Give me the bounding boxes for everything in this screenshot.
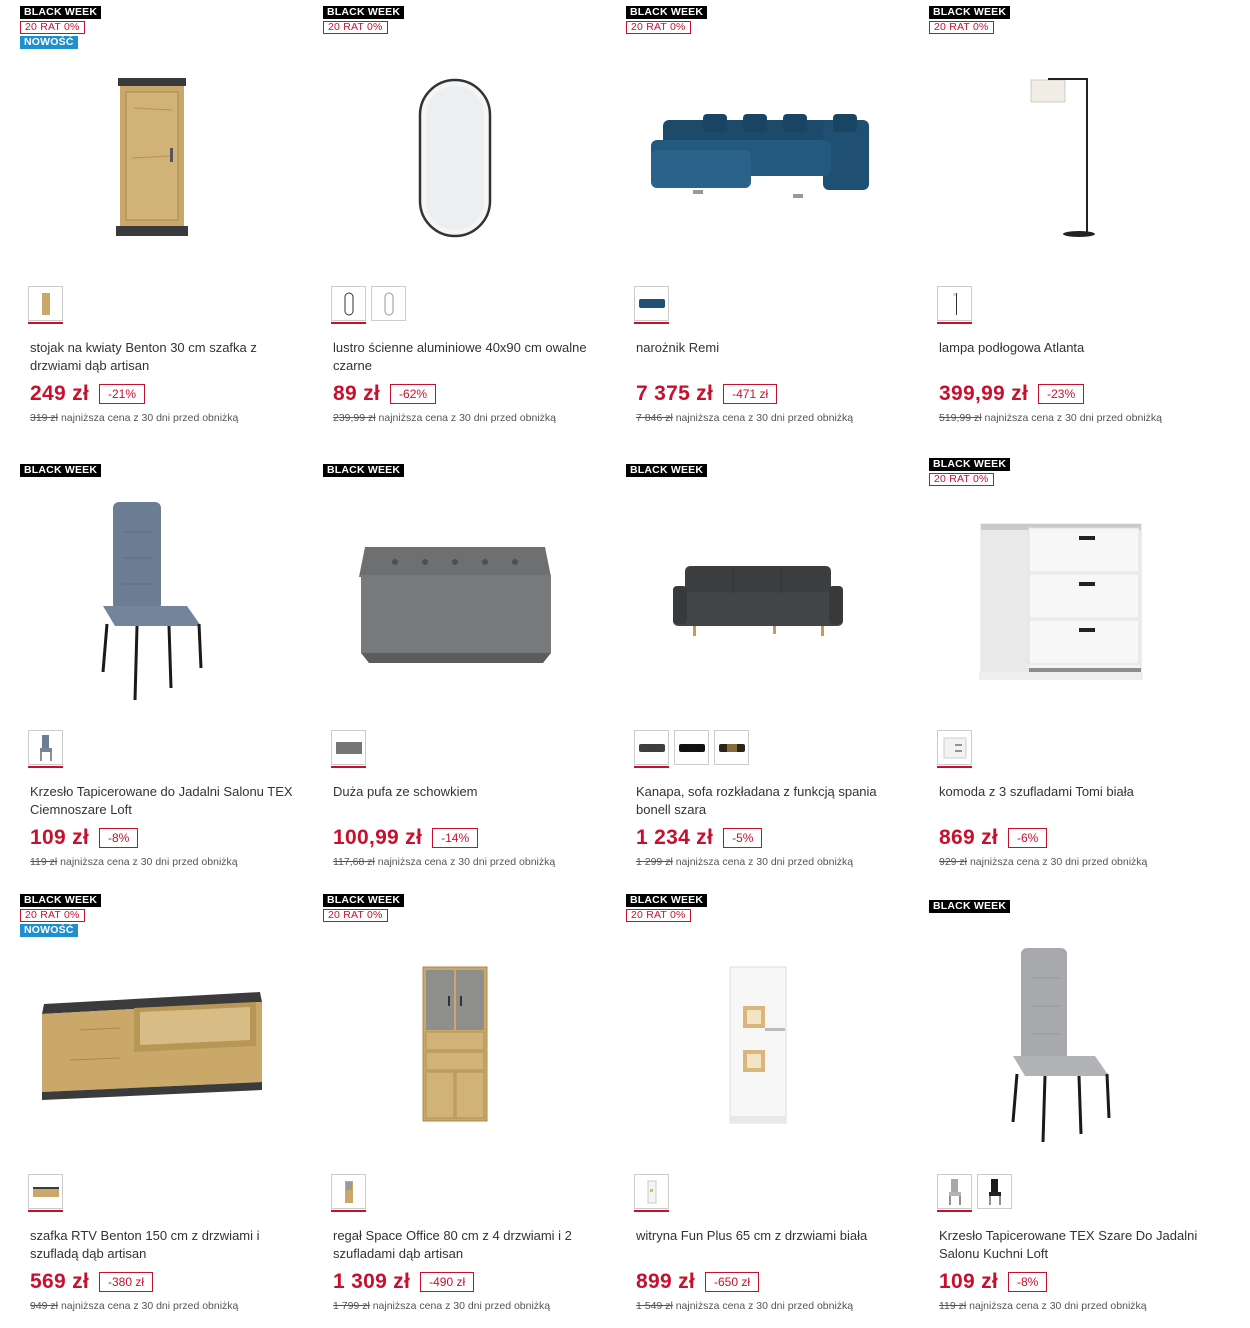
sofa-icon [678, 741, 706, 755]
color-swatch[interactable] [634, 286, 669, 321]
black-week-badge: BLACK WEEK [20, 464, 101, 477]
product-price: 249 zł [30, 382, 90, 405]
lowest-price-note [939, 412, 1162, 424]
product-title[interactable]: witryna Fun Plus 65 cm z drzwiami biała [636, 1228, 868, 1243]
product-price: 89 zł [333, 382, 381, 405]
lowest-price-label: najniższa cena z 30 dni przed obniżką [60, 412, 239, 424]
lowest-price-note [333, 412, 556, 424]
lowest-price-label: najniższa cena z 30 dni przed obniżką [969, 1300, 1147, 1312]
product-price: 399,99 zł [939, 382, 1029, 405]
lowest-price-note [939, 1300, 1147, 1312]
discount-badge: -8% [1008, 1272, 1047, 1292]
old-price: 929 zł [939, 856, 968, 868]
old-price: 1 549 zł [636, 1300, 673, 1312]
badge-group [323, 894, 404, 922]
product-title[interactable]: lustro ścienne aluminiowe 40x90 cm owalne czarne [333, 340, 587, 373]
color-swatches [937, 730, 972, 765]
tv-stand-icon [32, 1186, 60, 1198]
product-price: 1 309 zł [333, 1270, 411, 1293]
product-card[interactable] [909, 888, 1212, 1328]
lowest-price-note [636, 412, 853, 424]
product-card[interactable] [0, 0, 303, 440]
color-swatch[interactable] [634, 1174, 669, 1209]
black-week-badge: BLACK WEEK [929, 6, 1010, 19]
installments-badge: 20 RAT 0% [20, 21, 85, 34]
installments-badge: 20 RAT 0% [323, 909, 388, 922]
product-image[interactable] [303, 50, 606, 265]
color-swatch[interactable] [634, 730, 669, 765]
black-week-badge: BLACK WEEK [20, 894, 101, 907]
lowest-price-label: najniższa cena z 30 dni przed obniżką [372, 1300, 551, 1312]
floor-lamp-icon [950, 292, 960, 316]
badge-group [20, 464, 101, 477]
lowest-price-note [636, 1300, 853, 1312]
product-image[interactable] [909, 938, 1212, 1153]
color-swatch[interactable] [937, 286, 972, 321]
product-card[interactable] [606, 888, 909, 1328]
product-card[interactable] [606, 0, 909, 440]
ottoman-icon [355, 537, 555, 667]
lowest-price-label: najniższa cena z 30 dni przed obniżką [984, 412, 1162, 424]
color-swatches [331, 286, 406, 321]
new-badge: NOWOŚĆ [20, 924, 78, 937]
old-price: 319 zł [30, 412, 59, 424]
product-card[interactable] [303, 888, 606, 1328]
color-swatches [331, 1174, 366, 1209]
black-week-badge: BLACK WEEK [929, 900, 1010, 913]
old-price: 1 799 zł [333, 1300, 370, 1312]
badge-group [929, 458, 1010, 486]
dresser-icon [979, 522, 1143, 682]
installments-badge: 20 RAT 0% [323, 21, 388, 34]
product-card[interactable] [606, 444, 909, 884]
price-row [939, 1270, 1047, 1294]
lowest-price-label: najniższa cena z 30 dni przed obniżką [969, 856, 1148, 868]
price-row [636, 1270, 759, 1294]
discount-badge: -8% [99, 828, 138, 848]
badge-group [20, 894, 101, 937]
product-title[interactable]: Krzesło Tapicerowane do Jadalni Salonu TEX Ciemnoszare Loft [30, 784, 293, 817]
chair-icon [1011, 948, 1111, 1144]
chair-icon [987, 1178, 1003, 1206]
product-price: 899 zł [636, 1270, 696, 1293]
product-price: 109 zł [30, 826, 90, 849]
product-title[interactable]: narożnik Remi [636, 340, 720, 355]
badge-group [626, 6, 707, 34]
oval-mirror-icon [418, 78, 492, 238]
installments-badge: 20 RAT 0% [20, 909, 85, 922]
color-swatch[interactable] [937, 730, 972, 765]
product-title[interactable]: Krzesło Tapicerowane TEX Szare Do Jadalni Salonu Kuchni Loft [939, 1228, 1198, 1261]
discount-badge: -650 zł [705, 1272, 759, 1292]
price-row [30, 1270, 153, 1294]
product-price: 7 375 zł [636, 382, 714, 405]
old-price: 117,68 zł [333, 856, 375, 868]
discount-badge: -471 zł [723, 384, 777, 404]
lowest-price-label: najniższa cena z 30 dni przed obniżką [675, 1300, 854, 1312]
product-price: 109 zł [939, 1270, 999, 1293]
product-price: 100,99 zł [333, 826, 423, 849]
price-row [939, 826, 1047, 850]
price-row [30, 826, 138, 850]
product-card[interactable] [909, 444, 1212, 884]
color-swatches [634, 730, 749, 765]
product-title[interactable]: stojak na kwiaty Benton 30 cm szafka z drzwiami dąb artisan [30, 340, 257, 373]
black-week-badge: BLACK WEEK [626, 894, 707, 907]
oval-mirror-icon [383, 292, 395, 316]
color-swatch[interactable] [28, 286, 63, 321]
installments-badge: 20 RAT 0% [626, 909, 691, 922]
black-week-badge: BLACK WEEK [323, 464, 404, 477]
tv-stand-icon [40, 990, 264, 1102]
discount-badge: -21% [99, 384, 145, 404]
badge-group [323, 6, 404, 34]
display-cabinet-icon [647, 1180, 657, 1204]
product-card[interactable] [303, 0, 606, 440]
product-price: 569 zł [30, 1270, 90, 1293]
color-swatch[interactable] [331, 730, 366, 765]
color-swatch[interactable] [331, 286, 366, 321]
color-swatches [28, 1174, 63, 1209]
old-price: 7 846 zł [636, 412, 673, 424]
product-image[interactable] [303, 494, 606, 709]
old-price: 949 zł [30, 1300, 59, 1312]
product-title[interactable]: lampa podłogowa Atlanta [939, 340, 1085, 355]
product-card[interactable] [909, 0, 1212, 440]
color-swatch[interactable] [28, 730, 63, 765]
product-card[interactable] [303, 444, 606, 884]
sofa-icon [718, 741, 746, 755]
chair-icon [38, 734, 54, 762]
color-swatch[interactable] [674, 730, 709, 765]
dresser-icon [943, 737, 967, 759]
sofa-icon [638, 741, 666, 755]
badge-group [20, 6, 101, 49]
lowest-price-label: najniższa cena z 30 dni przed obniżką [60, 856, 238, 868]
price-row [333, 1270, 474, 1294]
color-swatches [937, 286, 972, 321]
product-title[interactable]: szafka RTV Benton 150 cm z drzwiami i szufladą dąb artisan [30, 1228, 260, 1261]
color-swatches [634, 1174, 669, 1209]
color-swatches [28, 286, 63, 321]
lowest-price-note [636, 856, 853, 868]
product-title[interactable]: Duża pufa ze schowkiem [333, 784, 478, 799]
new-badge: NOWOŚĆ [20, 36, 78, 49]
color-swatch[interactable] [977, 1174, 1012, 1209]
discount-badge: -14% [432, 828, 478, 848]
price-row [636, 826, 762, 850]
color-swatches [937, 1174, 1012, 1209]
product-image[interactable] [0, 938, 303, 1153]
ottoman-icon [335, 740, 363, 756]
sofa-icon [673, 566, 843, 638]
product-image[interactable] [606, 938, 909, 1153]
badge-group [929, 900, 1010, 913]
product-image[interactable] [0, 50, 303, 265]
price-row [333, 382, 436, 406]
lowest-price-note [30, 856, 238, 868]
product-price: 869 zł [939, 826, 999, 849]
bookcase-icon [344, 1180, 354, 1204]
black-week-badge: BLACK WEEK [20, 6, 101, 19]
bookcase-icon [422, 966, 488, 1126]
display-cabinet-icon [729, 966, 787, 1126]
lowest-price-note [939, 856, 1147, 868]
chair-icon [97, 502, 207, 702]
oak-cabinet-icon [41, 292, 51, 316]
product-title[interactable]: komoda z 3 szufladami Tomi biała [939, 784, 1134, 799]
badge-group [626, 894, 707, 922]
discount-badge: -490 zł [420, 1272, 474, 1292]
product-title[interactable]: regał Space Office 80 cm z 4 drzwiami i 2 szufladami dąb artisan [333, 1228, 572, 1261]
color-swatch[interactable] [937, 1174, 972, 1209]
installments-badge: 20 RAT 0% [929, 21, 994, 34]
installments-badge: 20 RAT 0% [626, 21, 691, 34]
color-swatches [28, 730, 63, 765]
discount-badge: -5% [723, 828, 762, 848]
badge-group [323, 464, 404, 477]
product-image[interactable] [0, 494, 303, 709]
old-price: 519,99 zł [939, 412, 982, 424]
color-swatches [634, 286, 669, 321]
product-image[interactable] [606, 50, 909, 265]
lowest-price-label: najniższa cena z 30 dni przed obniżką [675, 412, 854, 424]
black-week-badge: BLACK WEEK [626, 464, 707, 477]
lowest-price-label: najniższa cena z 30 dni przed obniżką [675, 856, 854, 868]
color-swatch[interactable] [371, 286, 406, 321]
old-price: 1 299 zł [636, 856, 673, 868]
discount-badge: -62% [390, 384, 436, 404]
price-row [333, 826, 478, 850]
discount-badge: -23% [1038, 384, 1084, 404]
price-row [30, 382, 145, 406]
price-row [636, 382, 777, 406]
product-card[interactable] [0, 888, 303, 1328]
corner-sofa-icon [643, 110, 873, 205]
black-week-badge: BLACK WEEK [929, 458, 1010, 471]
oak-cabinet-icon [112, 78, 192, 238]
lowest-price-label: najniższa cena z 30 dni przed obniżką [60, 1300, 239, 1312]
product-title[interactable]: Kanapa, sofa rozkładana z funkcją spania bonell szara [636, 784, 877, 817]
product-image[interactable] [303, 938, 606, 1153]
floor-lamp-icon [1021, 78, 1101, 238]
black-week-badge: BLACK WEEK [323, 6, 404, 19]
lowest-price-label: najniższa cena z 30 dni przed obniżką [377, 856, 556, 868]
product-image[interactable] [909, 494, 1212, 709]
black-week-badge: BLACK WEEK [626, 6, 707, 19]
color-swatches [331, 730, 366, 765]
lowest-price-label: najniższa cena z 30 dni przed obniżką [378, 412, 556, 424]
discount-badge: -380 zł [99, 1272, 153, 1292]
color-swatch[interactable] [28, 1174, 63, 1209]
price-row [939, 382, 1084, 406]
product-card[interactable] [0, 444, 303, 884]
lowest-price-note [30, 412, 238, 424]
corner-sofa-icon [638, 297, 666, 311]
old-price: 119 zł [30, 856, 58, 868]
color-swatch[interactable] [331, 1174, 366, 1209]
old-price: 119 zł [939, 1300, 967, 1312]
installments-badge: 20 RAT 0% [929, 473, 994, 486]
oval-mirror-icon [343, 292, 355, 316]
old-price: 239,99 zł [333, 412, 376, 424]
discount-badge: -6% [1008, 828, 1047, 848]
black-week-badge: BLACK WEEK [323, 894, 404, 907]
product-image[interactable] [606, 494, 909, 709]
badge-group [929, 6, 1010, 34]
product-image[interactable] [909, 50, 1212, 265]
product-price: 1 234 zł [636, 826, 714, 849]
lowest-price-note [333, 856, 555, 868]
badge-group [626, 464, 707, 477]
chair-icon [947, 1178, 963, 1206]
color-swatch[interactable] [714, 730, 749, 765]
lowest-price-note [333, 1300, 550, 1312]
lowest-price-note [30, 1300, 238, 1312]
